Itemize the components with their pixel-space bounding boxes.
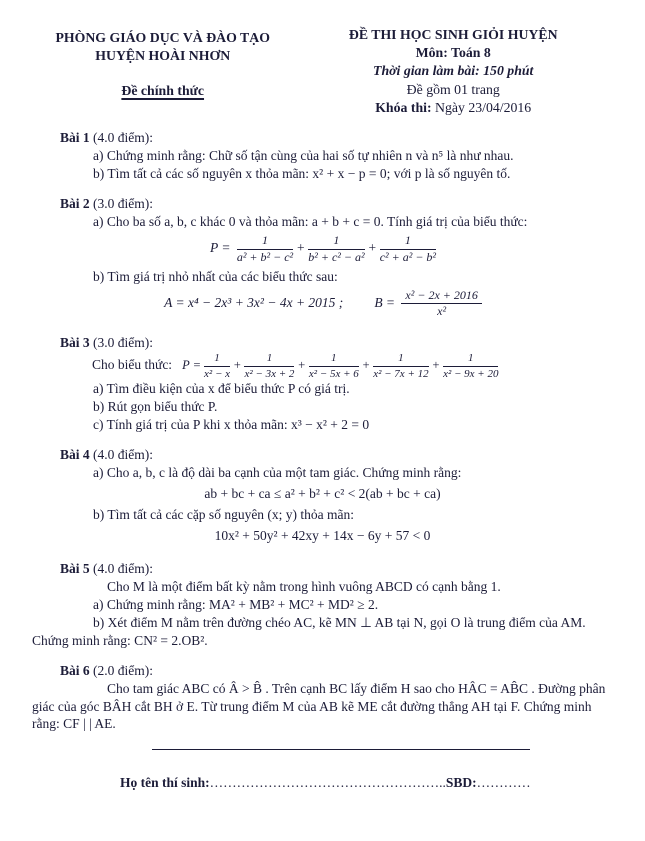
formula-text: +: [367, 240, 377, 256]
exam-title-block: [293, 26, 613, 117]
formula-text: +: [233, 358, 242, 373]
fraction: $\frac{1}{\text{x² − 5x + 6}}$: [308, 352, 359, 380]
problem-1-item-b: b) Tìm tất cả các số nguyên x thỏa mãn: x² + x − p = 0; với p là số nguyên tố.: [93, 166, 511, 182]
problem-3-number: Bài 3: [60, 335, 90, 351]
candidate-id-dots: …………: [476, 775, 531, 791]
authority-line1: PHÒNG GIÁO DỤC VÀ ĐÀO TẠO: [55, 30, 270, 45]
problem-5: [32, 560, 613, 650]
problem-3-item-a: a) Tìm điều kiện của x để biểu thức P có giá trị.: [93, 381, 350, 397]
problem-1: [32, 129, 613, 183]
problem-1-number: Bài 1: [60, 130, 90, 146]
candidate-name-dots: ……………………………………………..: [209, 775, 446, 791]
problem-4-item-a: a) Cho a, b, c là độ dài ba cạnh của một tam giác. Chứng minh rằng:: [93, 465, 462, 481]
problem-6-text: Cho tam giác ABC có Â > B̂ . Trên cạnh BC lấy điểm H sao cho HÂC = AB̂C . Đường phân giác của góc BÂH cắt BH ở E. Từ trung điểm M của AB kẽ ME cắt đường thẳng AH tại F. Chứng minh rằng: CF | | AE.: [32, 680, 606, 732]
formula-text: A = x⁴ − 2x³ + 3x² − 4x + 2015 ;: [164, 295, 344, 310]
problem-5-item-b: b) Xét điểm M nằm trên đường chéo AC, kẽ MN ⊥ AB tại N, gọi O là trung điểm của AM. Chứng minh rằng: CN² = 2.OB².: [32, 615, 586, 648]
problem-2-number: Bài 2: [60, 196, 90, 212]
problem-1-points: (4.0 điểm):: [89, 130, 154, 146]
exam-duration: Thời gian làm bài: 150 phút: [373, 63, 534, 79]
candidate-info-line: [32, 774, 613, 792]
problem-6: [32, 662, 613, 733]
problem-2-item-a: a) Cho ba số a, b, c khác 0 và thỏa mãn: a + b + c = 0. Tính giá trị của biểu thức:: [93, 214, 528, 230]
problem-2-formula-P: [32, 231, 613, 268]
fraction: $\frac{1}{\text{a² + b² − c²}}$: [236, 233, 294, 264]
problem-4: [32, 446, 613, 548]
problem-5-number: Bài 5: [60, 561, 90, 577]
formula-text: +: [296, 240, 306, 256]
formula-text: +: [297, 358, 306, 373]
problem-4-formula-b: 10x² + 50y² + 42xy + 14x − 6y + 57 < 0: [214, 528, 431, 544]
fraction: $\frac{1}{\text{x² − x}}$: [204, 352, 231, 380]
end-of-exam-divider: [152, 749, 530, 750]
problem-4-number: Bài 4: [60, 447, 90, 463]
fraction: $\frac{1}{\text{c² + a² − b²}}$: [379, 233, 437, 264]
formula-text: P =: [209, 240, 234, 256]
problem-2: [32, 195, 613, 322]
problem-3-item-c: c) Tính giá trị của P khi x thỏa mãn: x³ − x² + 2 = 0: [93, 417, 370, 433]
fraction: $\frac{1}{\text{x² − 9x + 20}}$: [443, 352, 499, 380]
problem-2-points: (3.0 điểm):: [89, 196, 154, 212]
exam-subject: Môn: Toán 8: [415, 45, 491, 61]
exam-session-value: Ngày 23/04/2016: [431, 99, 532, 115]
problem-1-heading: [32, 129, 613, 147]
fraction: $\frac{1}{\text{b² + c² − a²}}$: [308, 233, 365, 264]
problem-5-points: (4.0 điểm):: [89, 561, 154, 577]
problem-4-points: (4.0 điểm):: [89, 447, 154, 463]
exam-title: ĐỀ THI HỌC SINH GIỎI HUYỆN: [348, 27, 558, 42]
formula-text: +: [431, 358, 441, 373]
problem-5-item-a: a) Chứng minh rằng: MA² + MB² + MC² + MD² ≥ 2.: [93, 597, 379, 613]
candidate-name-label: Họ tên thí sinh:: [120, 775, 210, 791]
problem-3-expression-line: [32, 352, 613, 380]
problem-5-heading: [32, 560, 613, 578]
problem-6-heading: [32, 662, 613, 680]
problem-4-formula-a: ab + bc + ca ≤ a² + b² + c² < 2(ab + bc + ca): [204, 486, 441, 502]
problem-2-formula-AB: [32, 286, 613, 323]
problem-3-heading: [32, 334, 613, 352]
problem-3-points: (3.0 điểm):: [89, 335, 154, 351]
problem-2-heading: [32, 195, 613, 213]
formula-text: P =: [182, 358, 202, 373]
problem-3-label: Cho biểu thức:: [92, 357, 173, 373]
problem-6-points: (2.0 điểm):: [89, 662, 154, 678]
authority-line2: HUYỆN HOÀI NHƠN: [95, 48, 231, 64]
official-exam-label: Đề chính thức: [121, 83, 205, 99]
problem-2-item-b: b) Tìm giá trị nhỏ nhất của các biểu thức sau:: [93, 268, 338, 284]
exam-session-label: Khóa thi:: [375, 99, 432, 115]
problem-5-intro: Cho M là một điểm bất kỳ nằm trong hình vuông ABCD có cạnh bằng 1.: [107, 579, 501, 595]
fraction: $\frac{1}{\text{x² − 7x + 12}}$: [373, 352, 429, 380]
problem-3-formula-P: [180, 352, 499, 380]
problem-4-heading: [32, 446, 613, 464]
problem-3-item-b: b) Rút gọn biểu thức P.: [93, 399, 218, 415]
document-header: [32, 26, 613, 117]
exam-pages: Đề gồm 01 trang: [406, 81, 500, 97]
problem-4-item-b: b) Tìm tất cả các cặp số nguyên (x; y) thỏa mãn:: [93, 507, 355, 523]
fraction: $\frac{1}{\text{x² − 3x + 2}}$: [244, 352, 295, 380]
formula-text: B =: [347, 295, 399, 310]
problem-1-item-a: a) Chứng minh rằng: Chữ số tận cùng của hai số tự nhiên n và n⁵ là như nhau.: [93, 148, 514, 164]
problem-6-number: Bài 6: [60, 662, 90, 678]
fraction: $\frac{\text{x² − 2x + 2016}}{\text{x²}}$: [401, 289, 481, 320]
exam-session: [293, 99, 613, 117]
formula-text: +: [361, 358, 371, 373]
issuing-authority-block: [32, 26, 293, 117]
problem-3: [32, 334, 613, 434]
candidate-id-label: SBD:: [445, 775, 477, 791]
